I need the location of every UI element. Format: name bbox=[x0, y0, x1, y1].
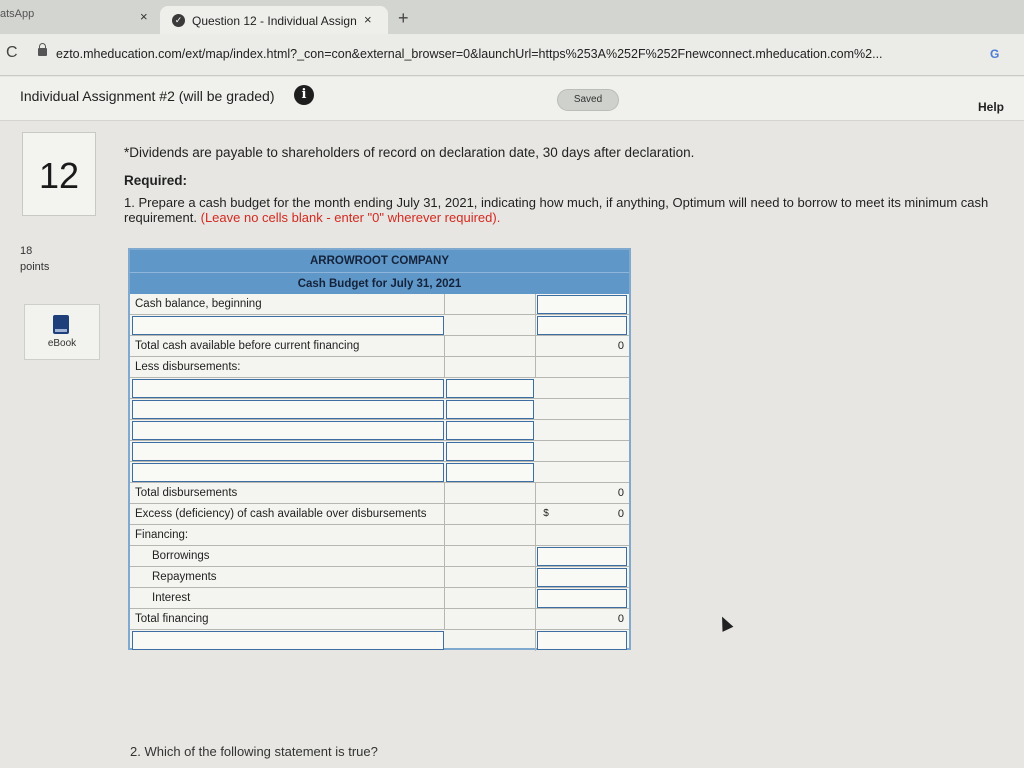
label-cash-beginning: Cash balance, beginning bbox=[132, 294, 445, 315]
question-number: 12 bbox=[38, 155, 80, 196]
row-disbursement bbox=[130, 399, 629, 420]
row-borrowings bbox=[130, 546, 629, 567]
dividends-note: *Dividends are payable to shareholders of record on declaration date, 30 days after declaration. bbox=[124, 145, 695, 160]
cell-mid bbox=[445, 315, 536, 336]
input-disbursement-label[interactable] bbox=[132, 400, 444, 419]
input-disbursement-amount[interactable] bbox=[446, 442, 534, 461]
cell-mid bbox=[445, 357, 536, 378]
lock-icon bbox=[38, 48, 47, 56]
cell-mid bbox=[445, 483, 536, 504]
new-tab-button[interactable]: + bbox=[398, 8, 409, 28]
question-number-box bbox=[22, 132, 96, 216]
help-link[interactable]: Help bbox=[978, 100, 1005, 114]
tab-whatsapp[interactable]: atsApp bbox=[0, 8, 35, 20]
row-total-financing bbox=[130, 609, 629, 630]
row-disbursement bbox=[130, 462, 629, 483]
input-disbursement-amount[interactable] bbox=[446, 463, 534, 482]
points-value: 18 bbox=[20, 245, 33, 257]
value-total-disbursements: 0 bbox=[617, 487, 624, 499]
reload-icon[interactable]: C bbox=[6, 44, 18, 61]
cell-mid bbox=[445, 546, 536, 567]
row-disbursement bbox=[130, 378, 629, 399]
required-text bbox=[124, 195, 1004, 225]
input-disbursement-label[interactable] bbox=[132, 421, 444, 440]
close-icon[interactable]: × bbox=[364, 12, 372, 27]
input-ending-label[interactable] bbox=[132, 631, 444, 650]
cell-mid bbox=[445, 294, 536, 315]
assignment-header bbox=[0, 77, 1024, 121]
google-icon[interactable]: G bbox=[990, 47, 1000, 61]
label-less-disbursements: Less disbursements: bbox=[132, 357, 445, 378]
url-field[interactable]: ezto.mheducation.com/ext/map/index.html?_con=con&external_browser=0&launchUrl=https%253A%252F%252Fnewconnect.mheducation.com%2... bbox=[56, 47, 883, 61]
tab-favicon-icon: ✓ bbox=[172, 14, 185, 27]
row-cash-receipts bbox=[130, 315, 629, 336]
ebook-button[interactable] bbox=[24, 304, 100, 360]
ebook-label: eBook bbox=[47, 338, 77, 349]
tab-strip bbox=[0, 0, 1024, 34]
input-repayments[interactable] bbox=[537, 568, 627, 587]
input-disbursement-amount[interactable] bbox=[446, 400, 534, 419]
input-disbursement-amount[interactable] bbox=[446, 421, 534, 440]
budget-title: Cash Budget for July 31, 2021 bbox=[130, 272, 629, 294]
value-excess-deficiency: 0 bbox=[617, 508, 624, 520]
input-interest[interactable] bbox=[537, 589, 627, 608]
cell-mid bbox=[445, 336, 536, 357]
label-borrowings: Borrowings bbox=[132, 546, 445, 567]
assignment-title: Individual Assignment #2 (will be graded) bbox=[20, 88, 275, 104]
input-borrowings[interactable] bbox=[537, 547, 627, 566]
cell-mid bbox=[445, 525, 536, 546]
row-financing bbox=[130, 525, 629, 546]
input-receipts-label[interactable] bbox=[132, 316, 444, 335]
tab-title: Question 12 - Individual Assign bbox=[192, 14, 357, 28]
mouse-cursor-icon bbox=[717, 614, 734, 632]
book-icon bbox=[53, 315, 69, 334]
value-total-financing: 0 bbox=[617, 613, 624, 625]
input-cash-beginning[interactable] bbox=[537, 295, 627, 314]
dollar-sign: $ bbox=[543, 508, 549, 519]
required-instruction: 1. Prepare a cash budget for the month ending July 31, 2021, indicating how much, if anything, Optimum will need to borrow to meet its minimum cash requirement. bbox=[124, 195, 989, 225]
cell-mid bbox=[445, 609, 536, 630]
row-total-cash-available bbox=[130, 336, 629, 357]
label-repayments: Repayments bbox=[132, 567, 445, 588]
input-ending-amount[interactable] bbox=[537, 631, 627, 650]
cell-mid bbox=[445, 588, 536, 609]
required-heading: Required: bbox=[124, 173, 188, 188]
input-disbursement-label[interactable] bbox=[132, 463, 444, 482]
cell-mid bbox=[445, 630, 536, 651]
label-total-cash-available: Total cash available before current financing bbox=[132, 336, 445, 357]
label-total-financing: Total financing bbox=[132, 609, 445, 630]
cell-mid bbox=[445, 504, 536, 525]
input-disbursement-amount[interactable] bbox=[446, 379, 534, 398]
row-total-disbursements bbox=[130, 483, 629, 504]
tab-question-12[interactable] bbox=[160, 6, 388, 36]
row-cash-beginning bbox=[130, 294, 629, 315]
value-total-cash-available: 0 bbox=[617, 340, 624, 352]
cash-budget-table bbox=[128, 248, 631, 650]
info-icon[interactable]: i bbox=[294, 85, 314, 105]
row-interest bbox=[130, 588, 629, 609]
input-disbursement-label[interactable] bbox=[132, 379, 444, 398]
label-total-disbursements: Total disbursements bbox=[132, 483, 445, 504]
row-excess-deficiency bbox=[130, 504, 629, 525]
points-label: points bbox=[20, 261, 50, 273]
row-repayments bbox=[130, 567, 629, 588]
row-disbursement bbox=[130, 420, 629, 441]
next-question-text: 2. Which of the following statement is true? bbox=[130, 744, 378, 759]
row-disbursement bbox=[130, 441, 629, 462]
label-interest: Interest bbox=[132, 588, 445, 609]
address-bar bbox=[0, 34, 1024, 76]
row-less-disbursements bbox=[130, 357, 629, 378]
company-name: ARROWROOT COMPANY bbox=[130, 250, 629, 272]
input-disbursement-label[interactable] bbox=[132, 442, 444, 461]
saved-button[interactable]: Saved bbox=[557, 89, 619, 111]
input-receipts-amount[interactable] bbox=[537, 316, 627, 335]
row-cash-ending bbox=[130, 630, 629, 651]
tab-close-icon[interactable]: × bbox=[140, 9, 148, 24]
label-excess-deficiency: Excess (deficiency) of cash available over disbursements bbox=[132, 504, 445, 525]
cell-mid bbox=[445, 567, 536, 588]
leave-no-blank-instruction: (Leave no cells blank - enter "0" wherever required). bbox=[200, 210, 501, 225]
label-financing: Financing: bbox=[132, 525, 445, 546]
